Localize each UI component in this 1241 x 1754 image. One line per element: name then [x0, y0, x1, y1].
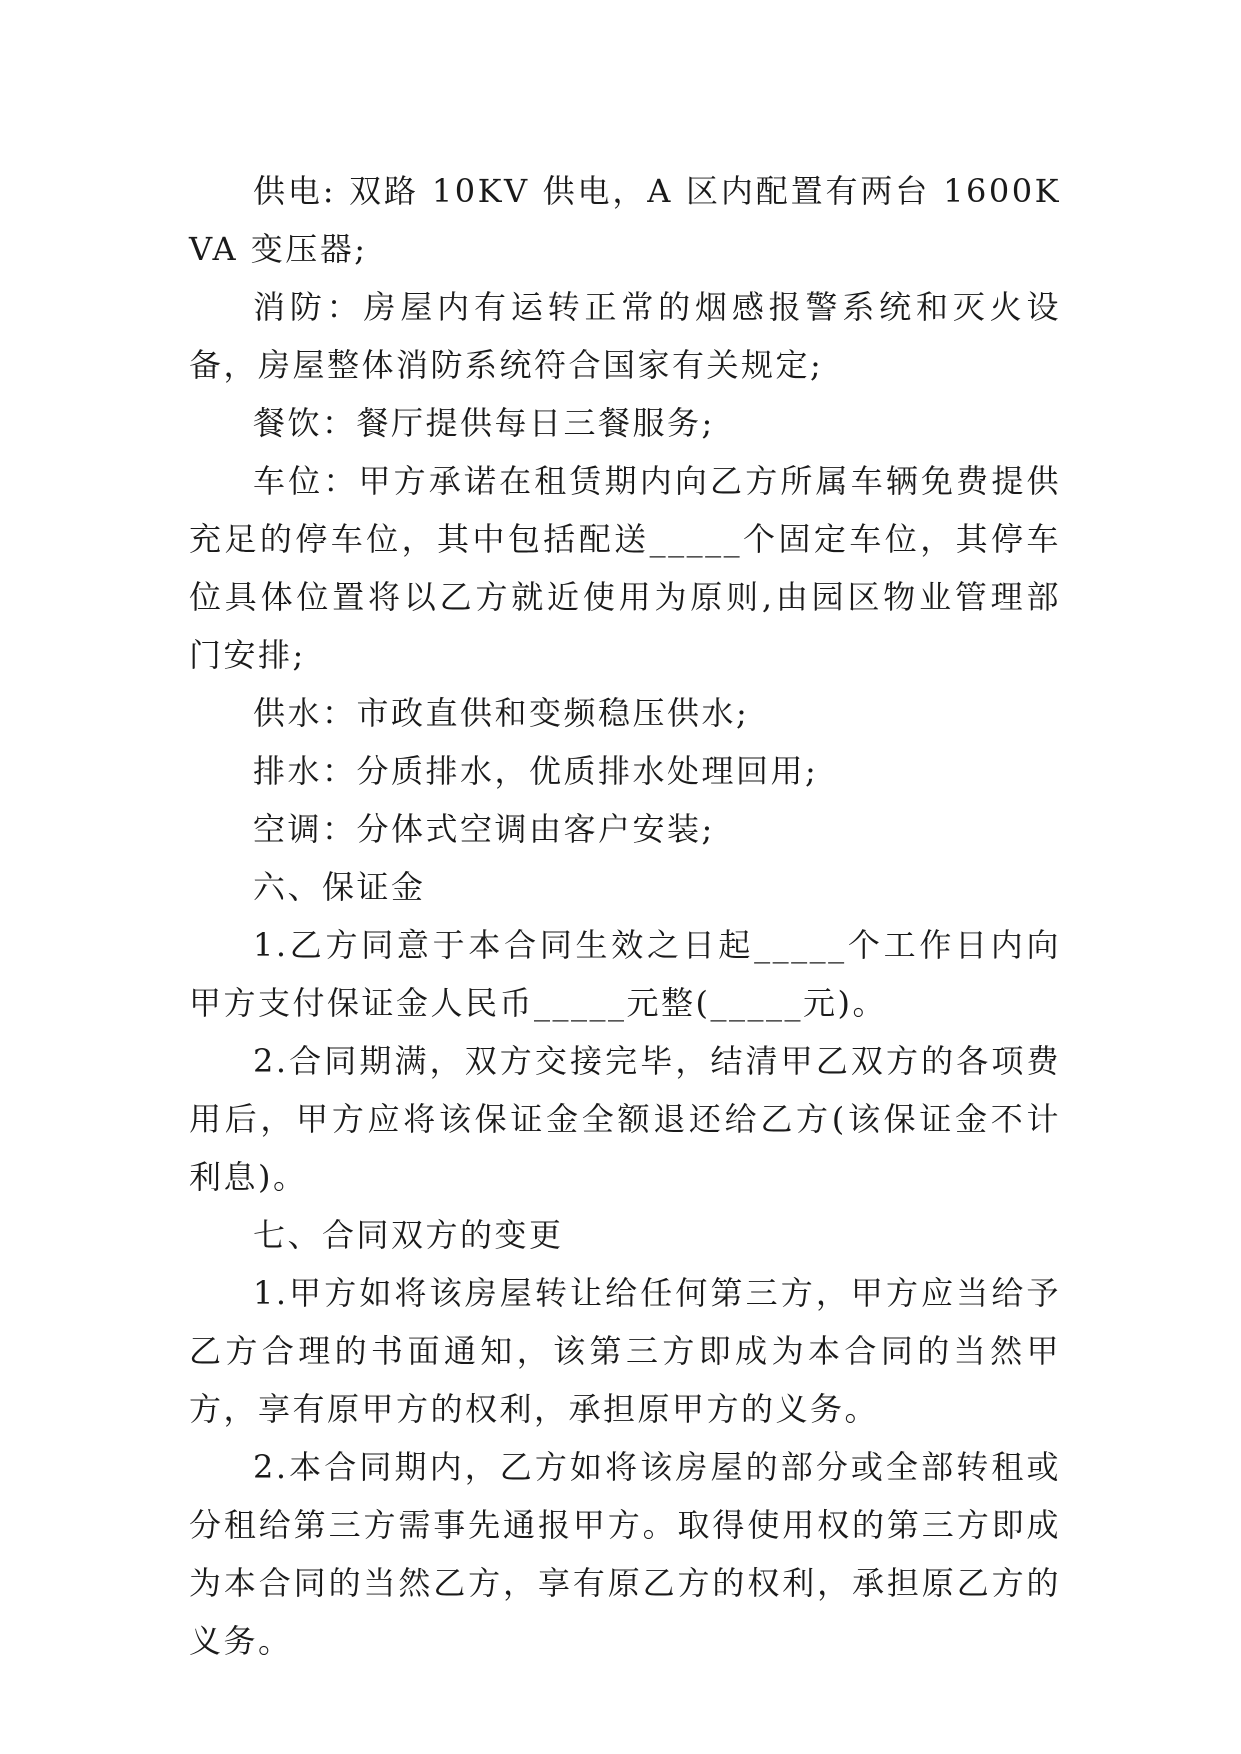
- paragraph-water-supply: 供水：市政直供和变频稳压供水;: [253, 694, 750, 732]
- paragraph-deposit-2: 2.合同期满，双方交接完毕，结清甲乙双方的各项费用后，甲方应将该保证金全额退还给乙方(该保证金不计利息)。: [189, 1042, 1061, 1196]
- paragraph-changes-2: 2.本合同期内，乙方如将该房屋的部分或全部转租或分租给第三方需事先通报甲方。取得使用权的第三方即成为本合同的当然乙方，享有原乙方的权利，承担原乙方的义务。: [189, 1448, 1061, 1660]
- paragraph-deposit-1: 1.乙方同意于本合同生效之日起_____个工作日内向甲方支付保证金人民币_____元整(_____元)。: [189, 926, 1061, 1022]
- paragraph-power-supply: 供电: 双路 10KV 供电，A 区内配置有两台 1600KVA 变压器;: [189, 172, 1061, 268]
- paragraph-parking: 车位：甲方承诺在租赁期内向乙方所属车辆免费提供充足的停车位，其中包括配送_____个固定车位，其停车位具体位置将以乙方就近使用为原则,由园区物业管理部门安排;: [189, 462, 1061, 674]
- paragraph-changes-1: 1.甲方如将该房屋转让给任何第三方，甲方应当给予乙方合理的书面通知，该第三方即成为本合同的当然甲方，享有原甲方的权利，承担原甲方的义务。: [189, 1274, 1061, 1428]
- paragraph-air-conditioning: 空调：分体式空调由客户安装;: [253, 810, 715, 848]
- paragraph-drainage: 排水：分质排水，优质排水处理回用;: [253, 752, 819, 790]
- document-body: [189, 162, 1061, 1670]
- section-heading-changes: 七、合同双方的变更: [253, 1216, 564, 1254]
- paragraph-fire-protection: 消防：房屋内有运转正常的烟感报警系统和灭火设备，房屋整体消防系统符合国家有关规定;: [189, 288, 1061, 384]
- paragraph-catering: 餐饮：餐厅提供每日三餐服务;: [253, 404, 715, 442]
- section-heading-deposit: 六、保证金: [253, 868, 426, 906]
